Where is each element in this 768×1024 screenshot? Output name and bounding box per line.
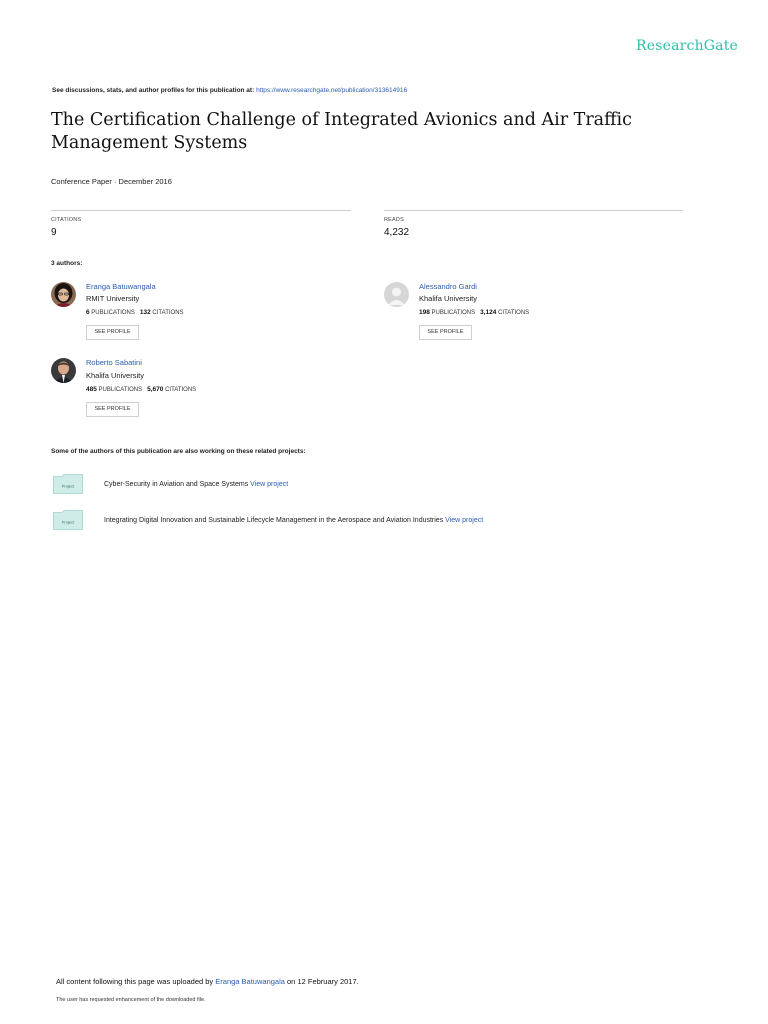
authors-heading: 3 authors:	[51, 260, 83, 267]
author-citations-label: CITATIONS	[498, 310, 530, 316]
author-publications-count: 198	[419, 309, 430, 316]
author-institution: Khalifa University	[419, 294, 477, 303]
footer-note: The user has requested enhancement of the downloaded file.	[56, 997, 206, 1003]
researchgate-logo[interactable]: ResearchGate	[636, 38, 739, 54]
author-citations-count: 5,670	[147, 386, 164, 393]
author-citations-label: CITATIONS	[165, 387, 197, 393]
author-institution: RMIT University	[86, 294, 140, 303]
discussions-label: See discussions, stats, and author profiles for this publication at:	[52, 87, 255, 94]
author-stats	[86, 386, 196, 393]
project-folder-icon	[53, 474, 83, 494]
reads-label: READS	[384, 217, 404, 223]
publication-type-date: Conference Paper · December 2016	[51, 177, 172, 186]
author-stats	[86, 309, 184, 316]
view-project-link[interactable]: View project	[250, 481, 289, 488]
uploader-link[interactable]: Eranga Batuwangala	[215, 977, 285, 986]
publication-title: The Certification Challenge of Integrated Avionics and Air Traffic Management Systems	[51, 110, 632, 153]
citations-label: CITATIONS	[51, 217, 82, 223]
divider-reads	[384, 210, 683, 211]
author-avatar-gardi[interactable]	[384, 282, 409, 307]
author-stats	[419, 309, 529, 316]
reads-value: 4,232	[384, 227, 410, 238]
project-title: Cyber-Security in Aviation and Space Systems	[104, 481, 249, 488]
discussions-line	[52, 87, 407, 94]
author-citations-count: 3,124	[480, 309, 497, 316]
author-name-batuwangala[interactable]: Eranga Batuwangala	[86, 282, 156, 291]
view-project-link[interactable]: View project	[445, 517, 484, 524]
see-profile-button-batuwangala[interactable]: SEE PROFILE	[86, 325, 139, 340]
author-publications-label: PUBLICATIONS	[98, 387, 143, 393]
author-name-gardi[interactable]: Alessandro Gardi	[419, 282, 477, 291]
citations-value: 9	[51, 227, 57, 238]
author-publications-count: 6	[86, 309, 90, 316]
see-profile-button-gardi[interactable]: SEE PROFILE	[419, 325, 472, 340]
author-citations-count: 132	[139, 309, 151, 316]
author-citations-label: CITATIONS	[152, 310, 184, 316]
author-publications-label: PUBLICATIONS	[91, 310, 135, 316]
project-folder-icon	[53, 510, 83, 530]
project-icon-label: Project	[61, 483, 75, 489]
footer-suffix: on 12 February 2017.	[287, 977, 359, 986]
author-publications-count: 485	[86, 386, 97, 393]
author-name-sabatini[interactable]: Roberto Sabatini	[86, 358, 142, 367]
author-avatar-sabatini[interactable]	[51, 358, 76, 383]
author-avatar-batuwangala[interactable]	[51, 282, 76, 307]
author-institution: Khalifa University	[86, 371, 144, 380]
upload-footer	[56, 977, 359, 986]
footer-prefix: All content following this page was uploaded by	[56, 977, 214, 986]
see-profile-button-sabatini[interactable]: SEE PROFILE	[86, 402, 139, 417]
project-icon-label: Project	[61, 519, 75, 525]
project-title: Integrating Digital Innovation and Sustainable Lifecycle Management in the Aerospace and Aviation Industries	[104, 517, 444, 524]
project-item-2	[104, 517, 483, 524]
related-projects-heading: Some of the authors of this publication are also working on these related projects:	[51, 448, 306, 455]
project-item-1	[104, 481, 288, 488]
divider-citations	[51, 210, 351, 211]
author-publications-label: PUBLICATIONS	[431, 310, 476, 316]
publication-url-link[interactable]: https://www.researchgate.net/publication/313614916	[256, 87, 408, 94]
